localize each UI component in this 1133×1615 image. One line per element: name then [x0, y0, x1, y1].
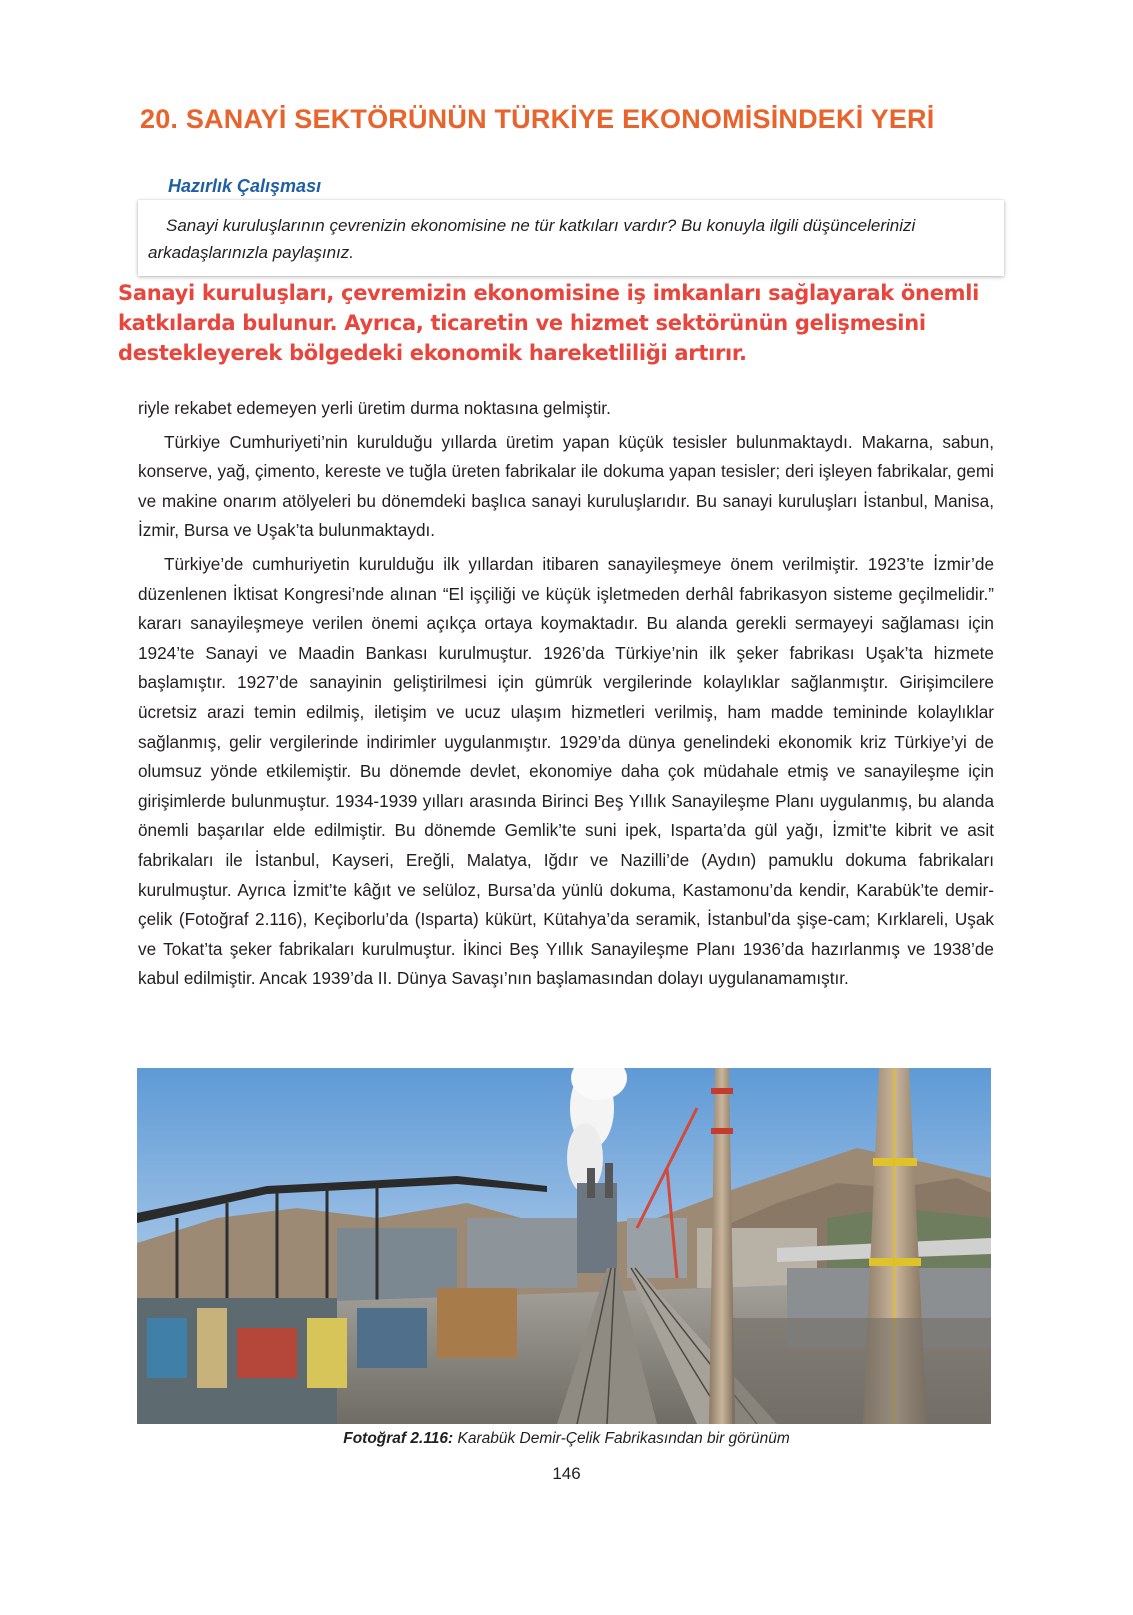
page-number: 146 — [552, 1464, 581, 1483]
figure-caption — [0, 1430, 1133, 1448]
answer-line: destekleyerek bölgedeki ekonomik hareketliliği artırır. — [118, 341, 747, 365]
preparation-box — [138, 200, 1004, 276]
caption-label: Fotoğraf 2.116: — [343, 1430, 454, 1447]
caption-text: Karabük Demir-Çelik Fabrikasından bir görünüm — [453, 1430, 790, 1447]
body-paragraph: Türkiye’de cumhuriyetin kurulduğu ilk yıllardan itibaren sanayileşmeye önem verilmiştir. 1923’te İzmir’de düzenlenen İktisat Kongresi’nde alınan “El işçiliği ve küçük işletmeden derhâl fabrikasyon sisteme geçilmelidir.” kararı sanayileşmeye verilen önemi açıkça ortaya koymaktadır. Bu alanda gerekli sermayeyi sağlaması için 1924’te Sanayi ve Maadin Bankası kurulmuştur. 1926’da Türkiye’nin ilk şeker fabrikası Uşak’ta hizmete başlamıştır. 1927’de sanayinin geliştirilmesi için gümrük vergilerinde kolaylıklar sağlanmıştır. Girişimcilere ücretsiz arazi temin edilmiş, iletişim ve ucuz ulaşım hizmetleri verilmiş, ham madde temininde kolaylıklar sağlanmış, gelir vergilerinde indirimler uygulanmıştır. 1929’da dünya genelindeki ekonomik kriz Türkiye’yi de olumsuz yönde etkilemiştir. Bu dönemde devlet, ekonomiye daha çok müdahale etmiş ve sanayileşme için girişimlerde bulunmuştur. 1934-1939 yılları arasında Birinci Beş Yıllık Sanayileşme Planı uygulanmış, bu alanda önemli başarılar elde edilmiştir. Bu dönemde Gemlik’te suni ipek, Isparta’da gül yağı, İzmit’te kibrit ve asit fabrikaları ile İstanbul, Kayseri, Ereğli, Malatya, Iğdır ve Nazilli’de (Aydın) pamuklu dokuma fabrikaları kurulmuştur. Ayrıca İzmit’te kâğıt ve selüloz, Bursa’da yünlü dokuma, Kastamonu’da kendir, Karabük’te demir-çelik (Fotoğraf 2.116), Keçiborlu’da (Isparta) kükürt, Kütahya’da seramik, İstanbul’da şişe-cam; Kırklareli, Uşak ve Tokat’ta şeker fabrikaları kurulmuştur. İkinci Beş Yıllık Sanayileşme Planı 1936’da hazırlanmış ve 1938’de kabul edilmiştir. Ancak 1939’da II. Dünya Savaşı’nın başlamasından dolayı uygulanamamıştır. — [138, 553, 994, 989]
body-text — [138, 394, 994, 998]
page-title: 20. SANAYİ SEKTÖRÜNÜN TÜRKİYE EKONOMİSİNDEKİ YERİ — [140, 104, 935, 134]
answer-line: katkılarda bulunur. Ayrıca, ticaretin ve hizmet sektörünün gelişmesini — [118, 311, 926, 335]
body-paragraph: riyle rekabet edemeyen yerli üretim durma noktasına gelmiştir. — [138, 398, 611, 418]
answer-line: Sanayi kuruluşları, çevremizin ekonomisine iş imkanları sağlayarak önemli — [118, 281, 980, 305]
answer-text — [118, 278, 998, 368]
factory-photo — [137, 1068, 991, 1424]
preparation-question: Sanayi kuruluşlarının çevrenizin ekonomisine ne tür katkıları vardır? Bu konuyla ilgili düşüncelerinizi arkadaşlarınızla paylaşınız. — [148, 216, 916, 262]
body-paragraph: Türkiye Cumhuriyeti’nin kurulduğu yıllarda üretim yapan küçük tesisler bulunmaktaydı. Makarna, sabun, konserve, yağ, çimento, kereste ve tuğla üreten fabrikalar ile dokuma yapan tesisler; deri işleyen fabrikalar, gemi ve makine onarım atölyeleri bu dönemdeki başlıca sanayi kuruluşlarıdır. Bu sanayi kuruluşları İstanbul, Manisa, İzmir, Bursa ve Uşak’ta bulunmaktaydı. — [138, 431, 994, 541]
preparation-heading: Hazırlık Çalışması — [168, 176, 322, 196]
